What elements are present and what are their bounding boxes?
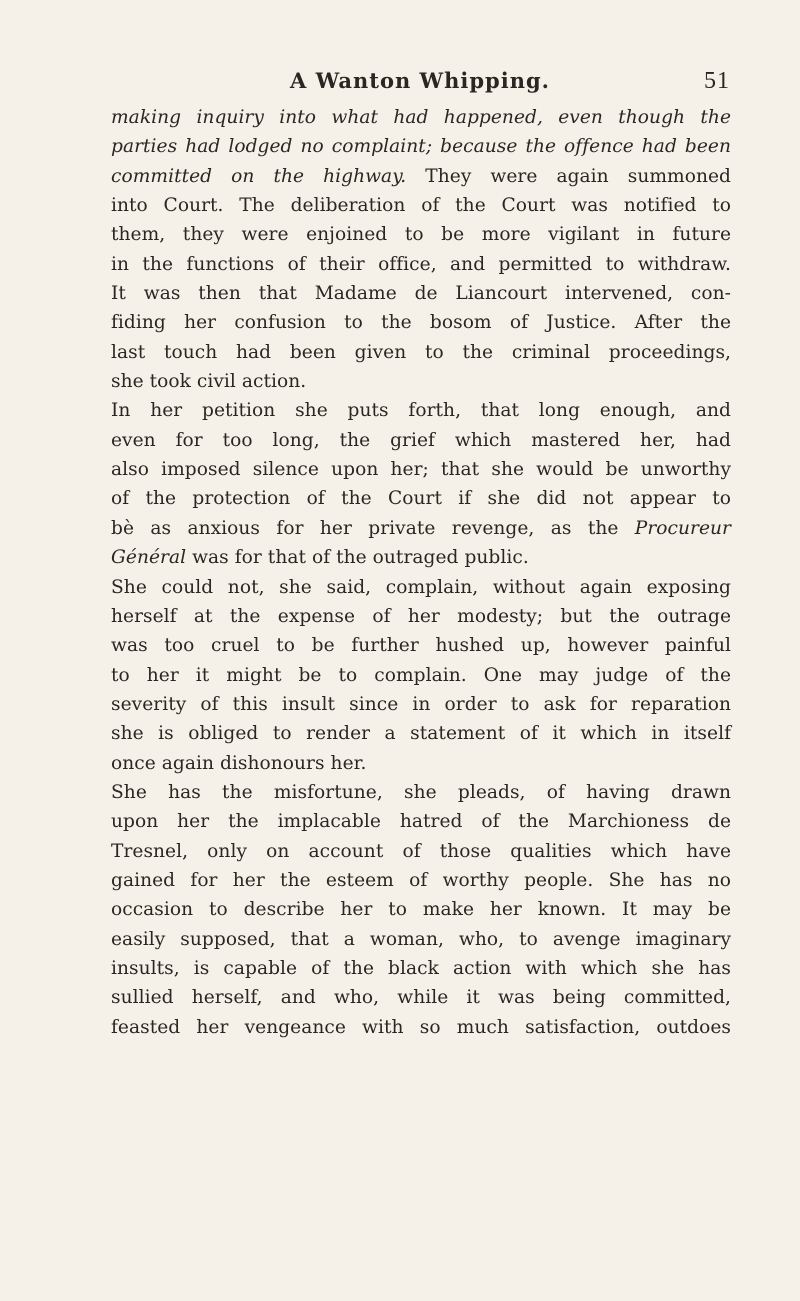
text-line	[111, 543, 731, 572]
text-line	[111, 719, 731, 748]
text-line	[111, 866, 731, 895]
text-line	[111, 308, 731, 337]
text-segment: was for that of the outraged public.	[186, 547, 529, 569]
text-line	[111, 162, 731, 191]
text-segment: to her it might be to complain. One may judge of the	[111, 664, 731, 686]
text-line	[111, 895, 731, 924]
text-segment: It was then that Madame de Liancourt intervened, con-	[111, 283, 731, 305]
body-text	[111, 103, 731, 1042]
text-line	[111, 778, 731, 807]
text-line	[111, 103, 731, 132]
text-line	[111, 367, 731, 396]
italic-text: parties had lodged no complaint; because the offence had been	[111, 136, 731, 158]
text-line	[111, 925, 731, 954]
text-segment: once again dishonours her.	[111, 752, 367, 774]
text-line	[111, 191, 731, 220]
text-segment: fiding her confusion to the bosom of Justice. After the	[111, 312, 731, 334]
text-segment: gained for her the esteem of worthy people. She has no	[111, 869, 731, 891]
text-segment: Tresnel, only on account of those qualities which have	[111, 840, 731, 862]
text-line	[111, 573, 731, 602]
text-line	[111, 426, 731, 455]
text-segment: insults, is capable of the black action with which she has	[111, 957, 731, 979]
text-line	[111, 279, 731, 308]
text-segment: They were again summoned	[406, 165, 731, 187]
text-segment: occasion to describe her to make her known. It may be	[111, 899, 731, 921]
text-segment: She has the misfortune, she pleads, of having drawn	[111, 781, 731, 803]
text-line	[111, 220, 731, 249]
text-line	[111, 954, 731, 983]
text-line	[111, 514, 731, 543]
text-line	[111, 1013, 731, 1042]
text-line	[111, 602, 731, 631]
text-segment: she is obliged to render a statement of it which in itself	[111, 723, 731, 745]
text-segment: of the protection of the Court if she did not appear to	[111, 488, 731, 510]
text-line	[111, 807, 731, 836]
text-segment: feasted her vengeance with so much satisfaction, outdoes	[111, 1016, 731, 1038]
text-segment: She could not, she said, complain, without again exposing	[111, 576, 731, 598]
italic-text: Procureur	[634, 517, 731, 539]
text-segment: even for too long, the grief which mastered her, had	[111, 429, 731, 451]
text-line	[111, 455, 731, 484]
text-segment: was too cruel to be further hushed up, however painful	[111, 635, 731, 657]
text-line	[111, 396, 731, 425]
text-segment: in the functions of their office, and permitted to withdraw.	[111, 253, 731, 275]
text-segment: severity of this insult since in order to ask for reparation	[111, 693, 731, 715]
page-number: 51	[704, 68, 730, 94]
text-segment: easily supposed, that a woman, who, to avenge imaginary	[111, 928, 731, 950]
italic-text: making inquiry into what had happened, even though the	[111, 107, 731, 128]
text-line	[111, 661, 731, 690]
italic-text: committed on the highway.	[111, 165, 407, 187]
text-segment: herself at the expense of her modesty; but the outrage	[111, 605, 731, 627]
text-line	[111, 338, 731, 367]
text-segment: she took civil action.	[111, 371, 307, 393]
text-segment: sullied herself, and who, while it was being committed,	[111, 987, 731, 1009]
text-segment: bè as anxious for her private revenge, as the	[111, 517, 635, 539]
text-line	[111, 631, 731, 660]
text-line	[111, 749, 731, 778]
text-line	[111, 132, 731, 161]
text-segment: into Court. The deliberation of the Court was notified to	[111, 195, 731, 217]
running-title: A Wanton Whipping.	[290, 68, 550, 93]
text-line	[111, 983, 731, 1012]
text-line	[111, 837, 731, 866]
text-segment: them, they were enjoined to be more vigilant in future	[111, 224, 731, 246]
text-segment: In her petition she puts forth, that long enough, and	[111, 400, 731, 422]
text-line	[111, 250, 731, 279]
italic-text: Général	[111, 547, 187, 569]
text-line	[111, 690, 731, 719]
text-line	[111, 484, 731, 513]
text-segment: also imposed silence upon her; that she would be unworthy	[111, 459, 731, 481]
running-head	[110, 68, 730, 98]
text-segment: last touch had been given to the criminal proceedings,	[111, 341, 731, 363]
text-segment: upon her the implacable hatred of the Marchioness de	[111, 811, 731, 833]
